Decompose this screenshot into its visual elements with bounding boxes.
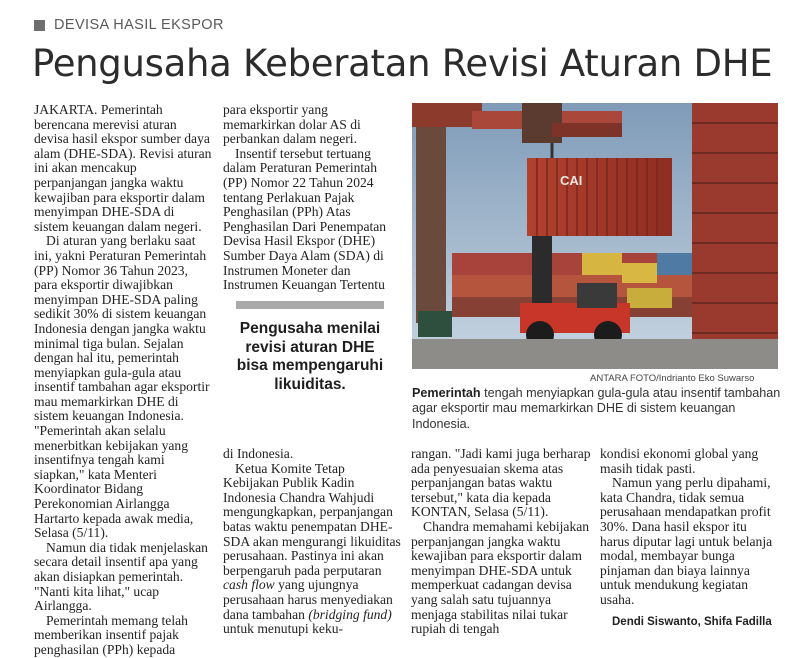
body-column-4 xyxy=(600,447,778,608)
byline: Dendi Siswanto, Shifa Fadilla xyxy=(612,616,772,628)
article-photo xyxy=(412,103,778,369)
article-headline: Pengusaha Keberatan Revisi Aturan DHE xyxy=(32,42,773,85)
paragraph: rangan. "Jadi kami juga berharap ada penyesuaian skema atas perpanjangan batas waktu tersebut," kata dia kepada KONTAN, Selasa (5/11). xyxy=(411,446,591,520)
paragraph: para eksportir yang memarkirkan dolar AS di perbankan dalam negeri. xyxy=(223,102,361,147)
paragraph: Namun dia tidak menjelaskan secara detail insentif apa yang akan disiapkan pemerintah. "Nanti kita lihat," ucap Airlangga. xyxy=(34,539,208,614)
rubric-label: DEVISA HASIL EKSPOR xyxy=(54,17,224,33)
photo-caption xyxy=(412,386,782,432)
section-rubric xyxy=(34,16,224,34)
pull-quote-bar xyxy=(236,301,384,309)
caption-text: tengah menyiapkan gula-gula atau insentif tambahan agar eksportir mau memarkirkan DHE di sistem keuangan Indonesia. xyxy=(412,386,781,431)
paragraph: Insentif tersebut tertuang dalam Peraturan Pemerintah (PP) Nomor 22 Tahun 2024 tentang Perlakuan Pajak Penghasilan (PPh) Atas Penghasilan Dari Penempatan Devisa Hasil Ekspor (DHE) Sumber Daya Alam (SDA) di Instrumen Moneter dan Instrumen Keuangan Tertentu xyxy=(223,145,387,293)
body-column-3 xyxy=(411,447,591,637)
text-run: untuk menutupi keku- xyxy=(223,621,344,637)
photo-credit: ANTARA FOTO/Indrianto Eko Suwarso xyxy=(590,373,755,384)
container-label: CAI xyxy=(560,173,583,188)
paragraph: kondisi ekonomi global yang masih tidak pasti. xyxy=(600,446,759,476)
port-crane-illustration xyxy=(412,103,778,369)
body-column-2-top xyxy=(223,103,403,293)
paragraph xyxy=(223,462,403,637)
pull-quote xyxy=(236,301,384,394)
body-column-2-bottom xyxy=(223,447,403,637)
paragraph: Namun yang perlu dipahami, kata Chandra, tidak semua perusahaan mendapatkan profit 30%. Dana hasil ekspor itu harus diputar lagi untuk belanja modal, membayar bunga pinjaman dan biaya lainnya untuk mendukung kegiatan usaha. xyxy=(600,475,773,607)
italic-term: (bridging fund) xyxy=(308,606,392,622)
paragraph: JAKARTA. Pemerintah berencana merevisi aturan devisa hasil ekspor sumber daya alam (DHE-SDA). Revisi aturan ini akan mencakup perpanjangan jangka waktu kewajiban para eksportir dalam menyimpan DHE-SDA di sistem keuangan dalam negeri. xyxy=(34,102,212,234)
paragraph: di Indonesia. xyxy=(223,446,294,461)
rubric-square-icon xyxy=(34,20,45,31)
paragraph: Pemerintah memang telah memberikan insentif pajak penghasilan (PPh) kepada xyxy=(34,612,188,657)
text-run: Ketua Komite Tetap Kebijakan Publik Kadin Indonesia Chandra Wahjudi mengungkapkan, perpanjangan batas waktu penempatan DHE-SDA akan mengurangi likuiditas perusahaan. Pastinya ini akan berpengaruh pada perputaran xyxy=(223,460,401,578)
pull-quote-text: Pengusaha menilai revisi aturan DHE bisa mempengaruhi likuiditas. xyxy=(236,320,384,393)
body-column-1 xyxy=(34,103,212,658)
paragraph: Chandra memahami kebijakan perpanjangan jangka waktu kewajiban para eksportir dalam menyimpan DHE-SDA untuk memperkuat cadangan devisa yang salah satu tujuannya menjaga stabilitas nilai tukar rupiah di tengah xyxy=(411,518,590,637)
paragraph: Di aturan yang berlaku saat ini, yakni Peraturan Pemerintah (PP) Nomor 36 Tahun 2023, para eksportir diwajibkan menyimpan DHE-SDA paling sedikit 30% di sistem keuangan Indonesia dengan jangka waktu minimal tiga bulan. Sejalan dengan hal itu, pemerintah menyiapkan gula-gula atau insentif tambahan agar eksportir mau memarkirkan DHE di sistem keuangan Indonesia. "Pemerintah akan selalu menerbitkan kebijakan yang insentifnya tengah kami siapkan," kata Menteri Koordinator Bidang Perekonomian Airlangga Hartarto kepada awak media, Selasa (5/11). xyxy=(34,233,210,541)
italic-term: cash flow xyxy=(223,577,275,593)
text-run: yang ujungnya perusahaan harus menyediakan dana tambahan xyxy=(223,577,393,622)
caption-lead: Pemerintah xyxy=(412,386,481,400)
